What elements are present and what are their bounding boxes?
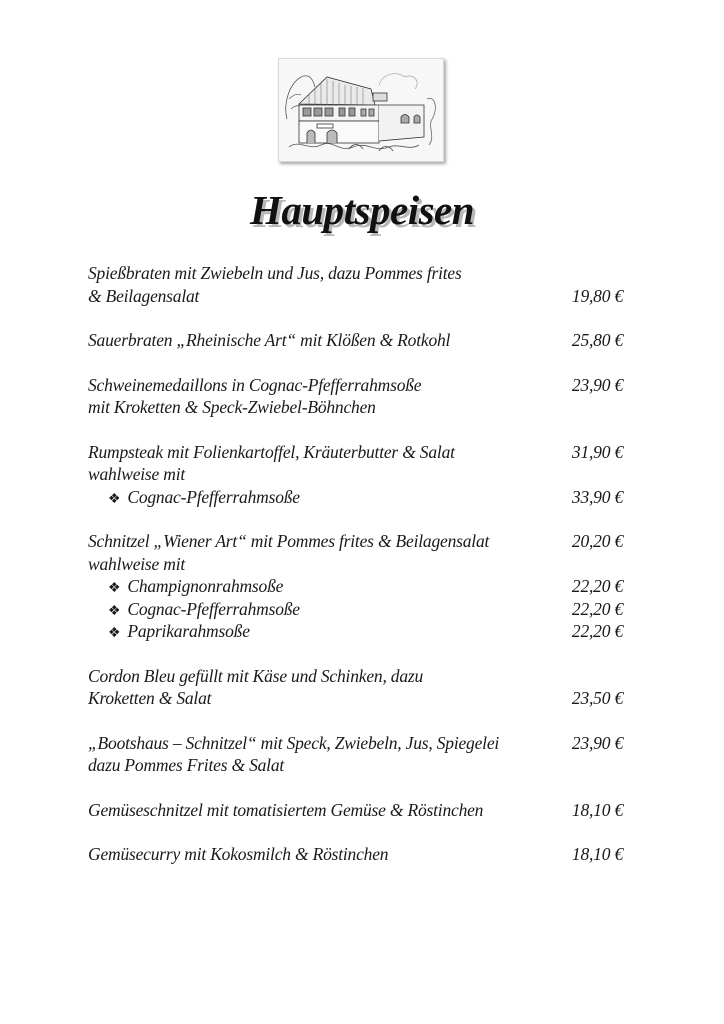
menu-item: [88, 262, 623, 307]
restaurant-logo-sketch: [278, 58, 444, 162]
menu-item-line: [88, 262, 623, 285]
dish-price: 18,10 €: [571, 844, 623, 864]
menu-item: [88, 441, 623, 509]
dish-price: 31,90 €: [571, 441, 623, 462]
dish-description: Sauerbraten „Rheinische Art“ mit Klößen & Rotkohl: [88, 330, 451, 350]
menu-item-line: [88, 732, 623, 755]
menu-item-line: [88, 754, 623, 777]
sauce-name: Cognac-Pfefferrahmsoße: [127, 486, 300, 507]
menu-item-line: [88, 463, 623, 486]
menu-item: [88, 329, 623, 352]
sauce-option: [88, 620, 623, 643]
dish-price: 23,90 €: [571, 374, 623, 395]
dish-description: „Bootshaus – Schnitzel“ mit Speck, Zwiebeln, Jus, Spiegelei: [88, 732, 500, 753]
menu-item-line: [88, 530, 623, 553]
dish-description: dazu Pommes Frites & Salat: [88, 755, 285, 775]
dish-description: Spießbraten mit Zwiebeln und Jus, dazu Pommes frites: [88, 263, 462, 283]
diamond-bullet-icon: ❖: [108, 626, 121, 641]
sauce-option: [88, 486, 623, 509]
menu-item: [88, 799, 623, 822]
dish-price: 23,90 €: [571, 732, 623, 753]
sauce-option-label: [108, 486, 300, 512]
sauce-option-price: 33,90 €: [571, 486, 623, 507]
diamond-bullet-icon: ❖: [108, 581, 121, 596]
dish-price: 25,80 €: [571, 330, 623, 350]
menu-item-line: [88, 665, 623, 688]
dish-price: 18,10 €: [571, 799, 623, 820]
dish-description: mit Kroketten & Speck-Zwiebel-Böhnchen: [88, 397, 376, 417]
dish-description: Cordon Bleu gefüllt mit Käse und Schinken, dazu: [88, 665, 424, 686]
menu-item: [88, 843, 623, 866]
menu-item-line: [88, 374, 623, 397]
menu-item-line: [88, 285, 623, 308]
sauce-option: [88, 575, 623, 598]
sauce-option-label: [108, 620, 250, 646]
menu-item-line: [88, 843, 623, 866]
dish-price: 23,50 €: [571, 688, 623, 708]
menu-item-line: [88, 687, 623, 710]
dish-description: Kroketten & Salat: [88, 688, 212, 708]
sauce-option-price: 22,20 €: [571, 621, 623, 641]
dish-price: 19,80 €: [571, 285, 623, 306]
dish-description: Schweinemedaillons in Cognac-Pfefferrahmsoße: [88, 374, 422, 395]
dish-description: Rumpsteak mit Folienkartoffel, Kräuterbutter & Salat: [88, 441, 455, 462]
dish-description: & Beilagensalat: [88, 285, 200, 306]
menu-item: [88, 374, 623, 419]
menu-item-line: [88, 329, 623, 352]
page-title: Hauptspeisen: [249, 187, 475, 233]
menu-list: [88, 262, 623, 888]
menu-item-line: [88, 441, 623, 464]
building-sketch-icon: [279, 59, 443, 161]
menu-item-line: [88, 799, 623, 822]
dish-description: Schnitzel „Wiener Art“ mit Pommes frites & Beilagensalat: [88, 531, 490, 551]
menu-item-line: [88, 396, 623, 419]
dish-description: wahlweise mit: [88, 464, 186, 484]
dish-description: Gemüsecurry mit Kokosmilch & Röstinchen: [88, 844, 389, 864]
sauce-name: Cognac-Pfefferrahmsoße: [127, 598, 300, 619]
diamond-bullet-icon: ❖: [108, 491, 121, 507]
menu-item: [88, 530, 623, 643]
dish-description: wahlweise mit: [88, 553, 186, 574]
menu-item: [88, 665, 623, 710]
diamond-bullet-icon: ❖: [108, 603, 121, 619]
sauce-option: [88, 598, 623, 621]
sauce-name: Paprikarahmsoße: [127, 621, 250, 641]
sauce-option-price: 22,20 €: [571, 598, 623, 619]
dish-price: 20,20 €: [571, 531, 623, 551]
sauce-name: Champignonrahmsoße: [127, 576, 284, 596]
menu-item: [88, 732, 623, 777]
sauce-option-price: 22,20 €: [571, 576, 623, 596]
dish-description: Gemüseschnitzel mit tomatisiertem Gemüse & Röstinchen: [88, 799, 484, 820]
menu-item-line: [88, 553, 623, 576]
